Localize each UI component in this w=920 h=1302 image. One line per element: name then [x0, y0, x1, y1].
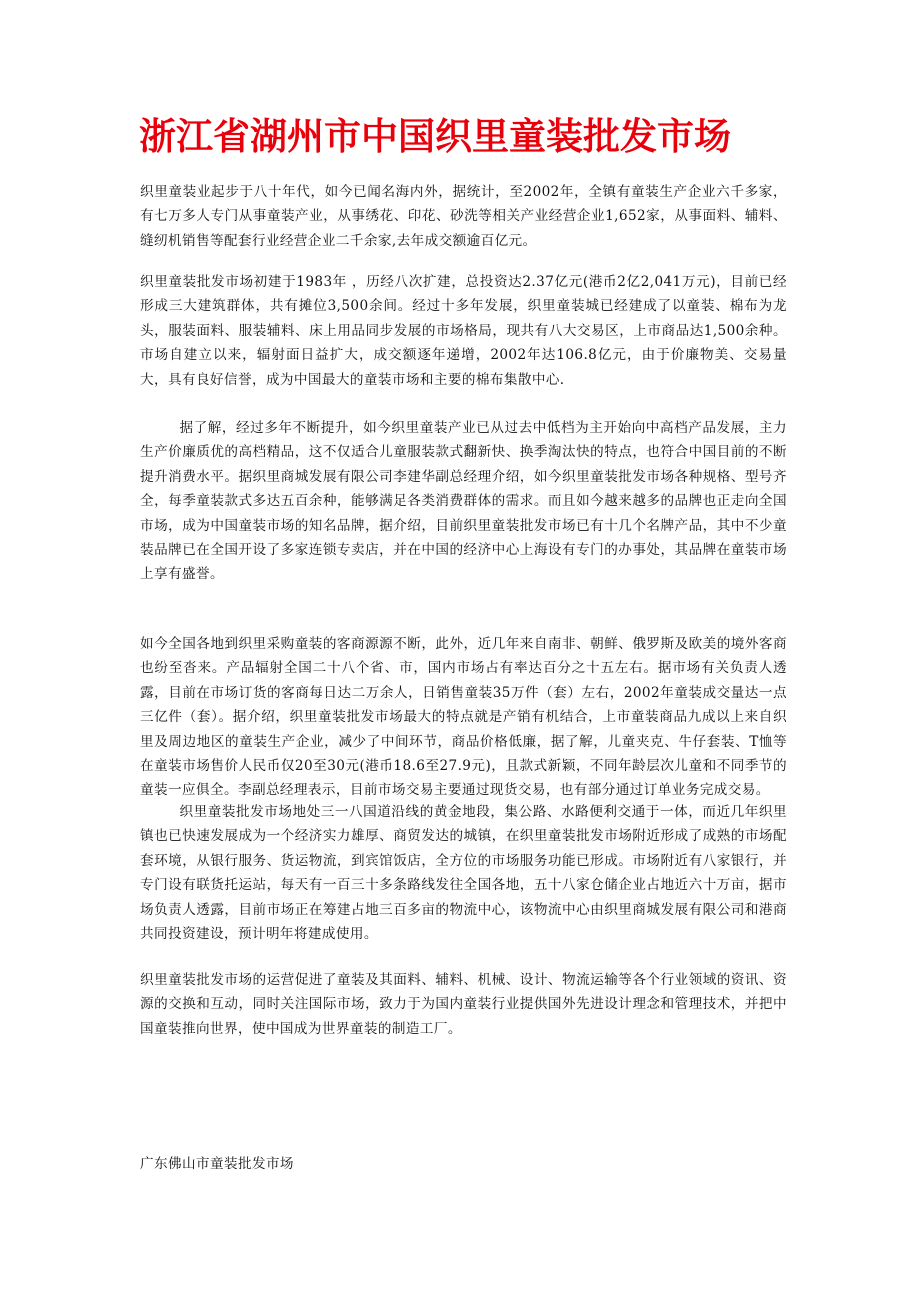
paragraph-4: 如今全国各地到织里采购童装的客商源源不断，此外，近几年来自南非、朝鲜、俄罗斯及欧美的境外客商也纷至沓来。产品辐射全国二十八个省、市，国内市场占有率达百分之十五左右。据市场有关负责人透露，目前在市场订货的客商每日达二万余人，日销售童装35万件（套）左右，2002年童装成交量达一点三亿件（套）。据介绍，织里童装批发市场最大的特点就是产销有机结合，上市童装商品九成以上来自织里及周边地区的童装生产企业，减少了中间环节，商品价格低廉，据了解，儿童夹克、牛仔套装、T恤等在童装市场售价人民币仅20至30元(港币18.6至27.9元)，且款式新颖，不同年龄层次儿童和不同季节的童装一应俱全。李副总经理表示，目前市场交易主要通过现货交易，也有部分通过订单业务完成交易。 — [140, 636, 787, 799]
paragraph-3: 据了解，经过多年不断提升，如今织里童装产业已从过去中低档为主开始向中高档产品发展，主力生产价廉质优的高档精品，这不仅适合儿童服装款式翻新快、换季淘汰快的特点，也符合中国目前的不断提升消费水平。据织里商城发展有限公司李建华副总经理介绍，如今织里童装批发市场各种规格、型号齐全，每季童装款式多达五百余种，能够满足各类消费群体的需求。而且如今越来越多的品牌也正走向全国市场，成为中国童装市场的知名品牌，据介绍，目前织里童装批发市场已有十几个名牌产品，其中不少童装品牌已在全国开设了多家连锁专卖店，并在中国的经济中心上海设有专门的办事处，其品牌在童装市场上享有盛誉。 — [140, 420, 787, 583]
paragraph-2: 织里童装批发市场初建于1983年 ，历经八次扩建，总投资达2.37亿元(港币2亿2,041万元)，目前已经形成三大建筑群体，共有摊位3,500余间。经过十多年发展，织里童装城已经建成了以童装、棉布为龙头，服装面料、服装辅料、床上用品同步发展的市场格局，现共有八大交易区，上市商品达1,500余种。市场自建立以来，辐射面日益扩大，成交额逐年递增，2002年达106.8亿元，由于价廉物美、交易量大，具有良好信誉，成为中国最大的童装市场和主要的棉布集散中心. — [140, 274, 787, 388]
paragraph-1: 织里童装业起步于八十年代，如今已闻名海内外，据统计，至2002年，全镇有童装生产企业六千多家，有七万多人专门从事童装产业，从事绣花、印花、砂洗等相关产业经营企业1,652家，从事面料、辅料、缝纫机销售等配套行业经营企业二千余家,去年成交额逾百亿元。 — [140, 184, 787, 249]
page-title: 浙江省湖州市中国织里童装批发市场 — [139, 114, 731, 158]
paragraph-6: 织里童装批发市场的运营促进了童装及其面料、辅料、机械、设计、物流运输等各个行业领域的资讯、资源的交换和互动，同时关注国际市场，致力于为国内童装行业提供国外先进设计理念和管理技术，并把中国童装推向世界，使中国成为世界童装的制造工厂。 — [140, 972, 787, 1037]
next-section-heading: 广东佛山市童装批发市场 — [140, 1156, 294, 1172]
paragraph-5: 织里童装批发市场地处三一八国道沿线的黄金地段，集公路、水路便利交通于一体，而近几年织里镇也已快速发展成为一个经济实力雄厚、商贸发达的城镇，在织里童装批发市场附近形成了成熟的市场配套环境，从银行服务、货运物流，到宾馆饭店，全方位的市场服务功能已形成。市场附近有八家银行，并专门设有联货托运站，每天有一百三十多条路线发往全国各地，五十八家仓储企业占地近六十万亩，据市场负责人透露，目前市场正在筹建占地三百多亩的物流中心，该物流中心由织里商城发展有限公司和港商共同投资建设，预计明年将建成使用。 — [140, 804, 787, 943]
